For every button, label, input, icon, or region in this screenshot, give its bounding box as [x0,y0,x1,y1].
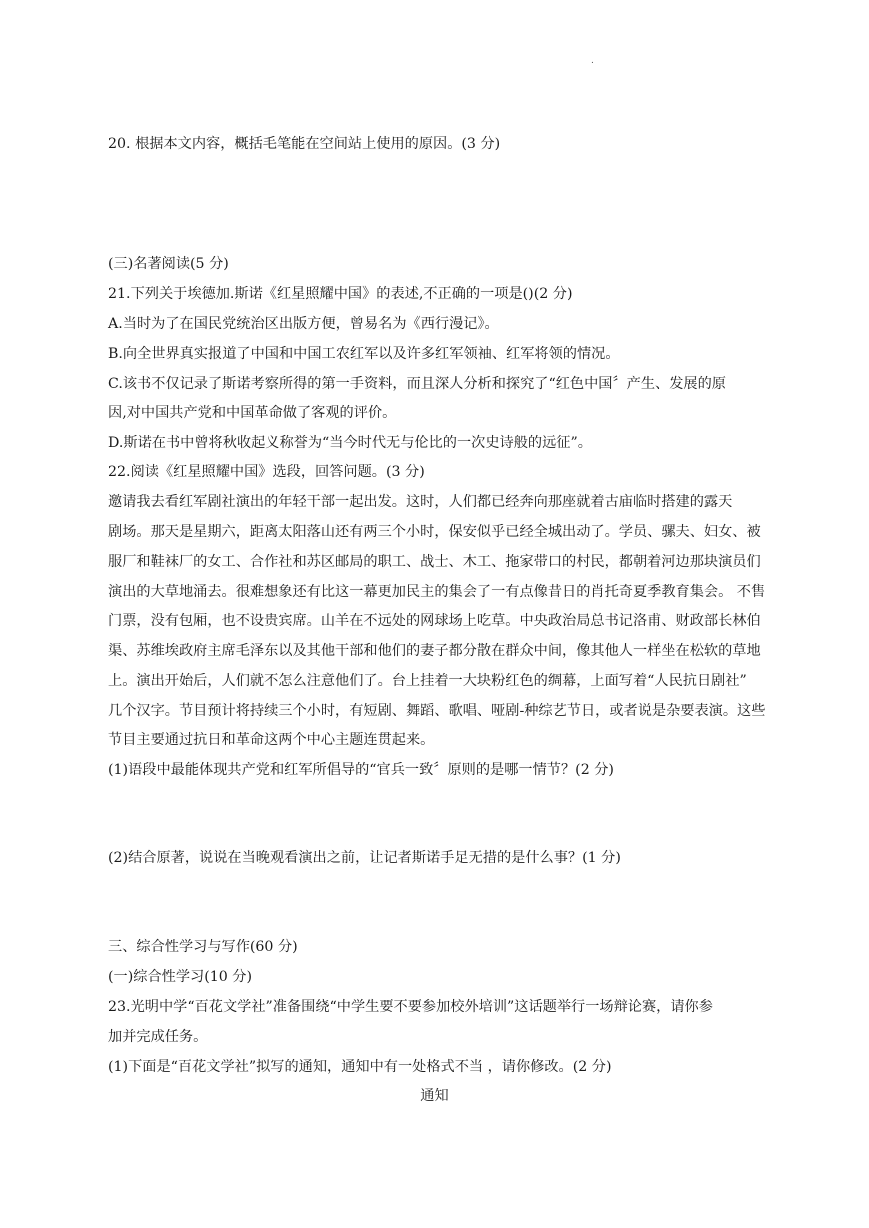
passage-line: 渠、苏维埃政府主席毛泽东以及其他干部和他们的妻子都分散在群众中间，像其他人一样坐在松软的草地 [108,643,761,659]
section-three-title: 三、综合性学习与写作(60 分) [108,939,298,955]
passage-line: 节目主要通过抗日和革命这两个中心主题连贯起来。 [108,732,435,748]
question-23-line1: 23.光明中学“百花文学社”准备围绕“中学生要不要参加校外培训”这话题举行一场辩论赛，请你参 [108,999,713,1015]
passage-line: 邀请我去看红军剧社演出的年轻干部一起出发。这时，人们都已经奔向那座就着古庙临时搭建的露天 [108,494,733,510]
question-21-option-a: A.当时为了在国民党统治区出版方便，曾易名为《西行漫记》。 [108,316,499,332]
question-22-sub2: (2)结合原著，说说在当晚观看演出之前，让记者斯诺手足无措的是什么事？(1 分) [108,850,621,866]
question-21-stem: 21.下列关于埃德加.斯诺《红星照耀中国》的表述,不正确的一项是()(2 分) [108,286,573,302]
notice-title: 通知 [420,1088,449,1104]
passage-line: 门票，没有包厢，也不设贵宾席。山羊在不远处的网球场上吃草。中央政治局总书记洛甫、财政部长林伯 [108,613,761,629]
passage-line: 上。演出开始后，人们就不怎么注意他们了。台上挂着一大块粉红色的绸幕，上面写着“人民抗日剧社” [108,673,747,689]
question-21-option-b: B.向全世界真实报道了中国和中国工农红军以及许多红军领袖、红军将领的情况。 [108,346,620,362]
question-21-option-c-cont: 因,对中国共产党和中国革命做了客观的评价。 [108,405,397,421]
header-dot: . [591,56,594,66]
passage-line: 服厂和鞋袜厂的女工、合作社和苏区邮局的职工、战士、木工、拖家带口的村民，都朝着河边那块演员们 [108,554,761,570]
passage-line: 几个汉字。节目预计将持续三个小时，有短剧、舞蹈、歌唱、哑剧-种综艺节日，或者说是杂要表演。这些 [108,703,766,719]
question-20: 20. 根据本文内容，概括毛笔能在空间站上使用的原因。(3 分) [108,136,501,152]
passage-line: 剧场。那天是星期六，距离太阳落山还有两三个小时，保安似乎已经全城出动了。学员、骡夫、妇女、被 [108,524,761,540]
section-three-subtitle: (一)综合性学习(10 分) [108,969,253,985]
question-23-sub1: (1)下面是“百花文学社”拟写的通知，通知中有一处格式不当 ，请你修改。(2 分) [108,1059,612,1075]
question-21-option-d: D.斯诺在书中曾将秋收起义称誉为“当今时代无与伦比的一次史诗般的远征”。 [108,435,592,451]
question-21-option-c: C.该书不仅记录了斯诺考察所得的第一手资料，而且深人分析和探究了“红色中国〞产生、发展的原 [108,376,726,392]
section-reading-title: (三)名著阅读(5 分) [108,256,229,272]
passage-line: 演出的大草地涌去。很难想象还有比这一幕更加民主的集会了一有点像昔日的肖托奇夏季教育集会。 不售 [108,584,766,600]
question-22-stem: 22.阅读《红星照耀中国》选段，回答问题。(3 分) [108,464,425,480]
question-22-sub1: (1)语段中最能体现共产党和红军所倡导的“官兵一致〞原则的是哪一情节？(2 分) [108,762,614,778]
question-23-line2: 加并完成任务。 [108,1029,208,1045]
